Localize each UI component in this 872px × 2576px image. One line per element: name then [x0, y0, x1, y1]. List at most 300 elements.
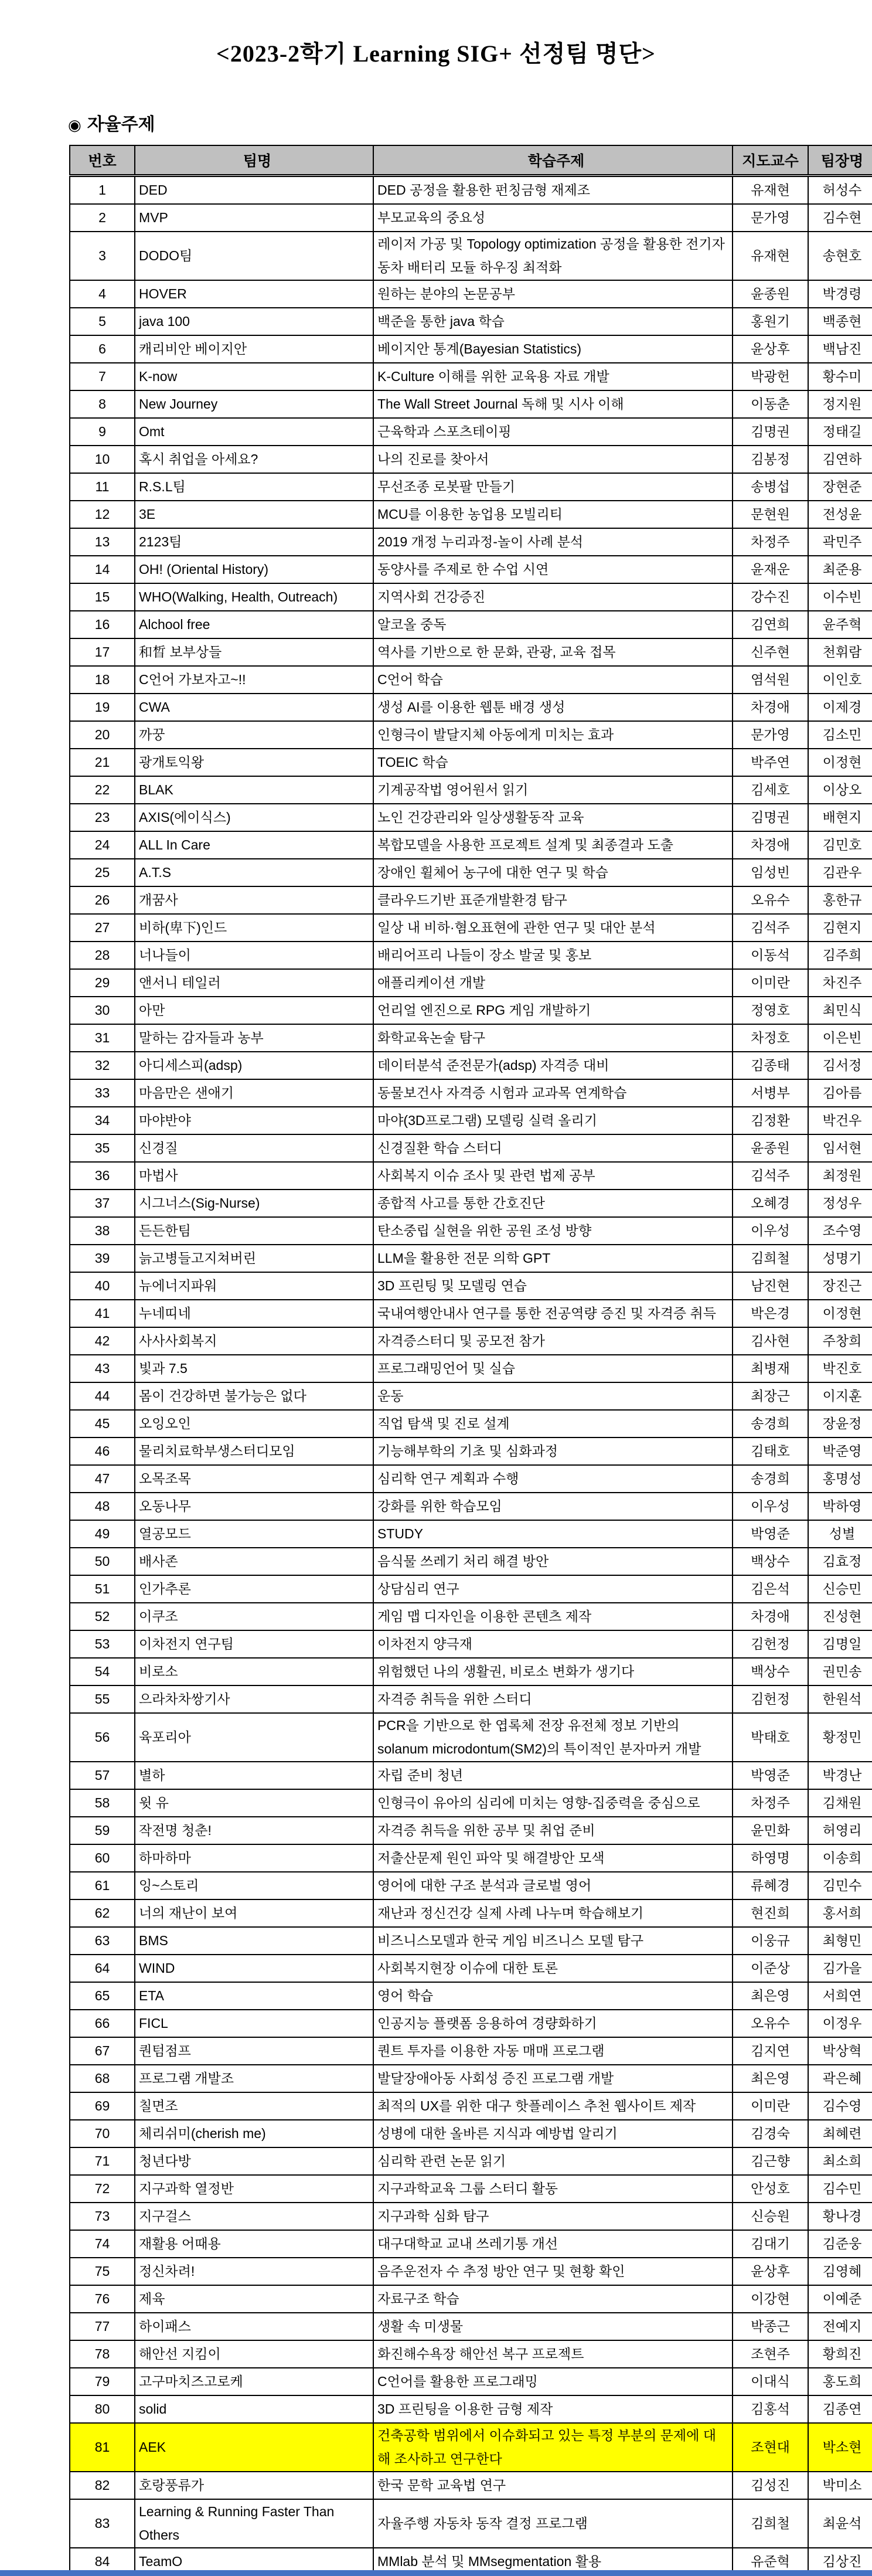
cell-team: 너의 재난이 보여	[135, 1899, 373, 1927]
cell-advisor: 김명권	[733, 804, 808, 831]
table-row	[70, 2313, 872, 2340]
cell-topic: 2019 개정 누리과정-놀이 사례 분석	[373, 528, 733, 556]
cell-team: OH! (Oriental History)	[135, 556, 373, 583]
cell-team: 육포리아	[135, 1713, 373, 1762]
cell-advisor: 박광헌	[733, 363, 808, 390]
cell-team: 너나들이	[135, 942, 373, 969]
cell-team: 든든한팀	[135, 1217, 373, 1245]
cell-no: 51	[70, 1575, 135, 1603]
table-row	[70, 2120, 872, 2147]
cell-team: 별하	[135, 1762, 373, 1789]
cell-no: 2	[70, 204, 135, 232]
cell-no: 16	[70, 611, 135, 638]
cell-advisor: 윤종원	[733, 280, 808, 308]
cell-no: 19	[70, 694, 135, 721]
cell-advisor: 김은석	[733, 1575, 808, 1603]
cell-topic: 재난과 정신건강 실제 사례 나누며 학습해보기	[373, 1899, 733, 1927]
cell-no: 64	[70, 1955, 135, 1982]
cell-advisor: 문가영	[733, 204, 808, 232]
cell-leader: 이지훈	[808, 1382, 872, 1410]
cell-team: 누네띠네	[135, 1300, 373, 1327]
table-row	[70, 176, 872, 205]
table-row	[70, 859, 872, 886]
cell-team: BLAK	[135, 776, 373, 804]
cell-team: New Journey	[135, 390, 373, 418]
table-row	[70, 666, 872, 694]
cell-no: 39	[70, 1245, 135, 1272]
cell-topic: 대구대학교 교내 쓰레기통 개선	[373, 2230, 733, 2258]
cell-topic: 인공지능 플랫폼 응용하여 경량화하기	[373, 2010, 733, 2037]
table-row	[70, 1685, 872, 1713]
cell-topic: C언어 학습	[373, 666, 733, 694]
cell-no: 30	[70, 997, 135, 1024]
cell-topic: 근육학과 스포츠테이핑	[373, 418, 733, 446]
cell-topic: 이차전지 양극재	[373, 1630, 733, 1658]
table-row	[70, 1410, 872, 1437]
table-row	[70, 1493, 872, 1520]
cell-team: 혹시 취업을 아세요?	[135, 446, 373, 473]
cell-team: 비하(卑下)인드	[135, 914, 373, 942]
cell-leader: 성명기	[808, 1245, 872, 1272]
table-row	[70, 1762, 872, 1789]
cell-advisor: 김명권	[733, 418, 808, 446]
cell-no: 82	[70, 2472, 135, 2499]
cell-advisor: 윤상후	[733, 2258, 808, 2285]
table-row	[70, 2230, 872, 2258]
cell-no: 71	[70, 2147, 135, 2175]
cell-leader: 김효정	[808, 1548, 872, 1575]
cell-team: 캐리비안 베이지안	[135, 335, 373, 363]
cell-team: 和晳 보부상들	[135, 638, 373, 666]
cell-topic: TOEIC 학습	[373, 749, 733, 776]
table-row	[70, 2258, 872, 2285]
cell-no: 52	[70, 1603, 135, 1630]
cell-team: HOVER	[135, 280, 373, 308]
table-row	[70, 1548, 872, 1575]
cell-team: 3E	[135, 501, 373, 528]
cell-topic: 노인 건강관리와 일상생활동작 교육	[373, 804, 733, 831]
table-row	[70, 611, 872, 638]
cell-advisor: 김정환	[733, 1107, 808, 1134]
cell-team: 배사존	[135, 1548, 373, 1575]
cell-advisor: 송경희	[733, 1465, 808, 1493]
table-row	[70, 1789, 872, 1817]
cell-advisor: 이미란	[733, 969, 808, 997]
cell-leader: 박건우	[808, 1107, 872, 1134]
cell-topic: 언리얼 엔진으로 RPG 게임 개발하기	[373, 997, 733, 1024]
cell-team: 고구마치즈고로케	[135, 2368, 373, 2395]
cell-topic: 동양사를 주제로 한 수업 시연	[373, 556, 733, 583]
cell-advisor: 김근향	[733, 2147, 808, 2175]
cell-topic: 3D 프린팅을 이용한 금형 제작	[373, 2395, 733, 2423]
cell-leader: 이예준	[808, 2285, 872, 2313]
table-row	[70, 1162, 872, 1190]
cell-leader: 신승민	[808, 1575, 872, 1603]
table-row	[70, 528, 872, 556]
cell-leader: 박미소	[808, 2472, 872, 2499]
table-row	[70, 363, 872, 390]
table-row	[70, 1844, 872, 1872]
cell-no: 14	[70, 556, 135, 583]
cell-team: Learning & Running Faster Than Others	[135, 2499, 373, 2548]
header-topic: 학습주제	[373, 145, 733, 176]
cell-team: 마음만은 샌애기	[135, 1079, 373, 1107]
cell-leader: 장진근	[808, 1272, 872, 1300]
cell-team: 작전명 청춘!	[135, 1817, 373, 1844]
cell-leader: 황나경	[808, 2203, 872, 2230]
cell-topic: 퀀트 투자를 이용한 자동 매매 프로그램	[373, 2037, 733, 2065]
cell-topic: 3D 프린팅 및 모델링 연습	[373, 1272, 733, 1300]
cell-leader: 이제경	[808, 694, 872, 721]
cell-topic: 지구과학 심화 탐구	[373, 2203, 733, 2230]
cell-team: 체리쉬미(cherish me)	[135, 2120, 373, 2147]
cell-team: 이차전지 연구팀	[135, 1630, 373, 1658]
teams-table-head	[70, 145, 872, 176]
cell-team: 퀀텀점프	[135, 2037, 373, 2065]
table-row	[70, 969, 872, 997]
cell-no: 13	[70, 528, 135, 556]
cell-leader: 최민식	[808, 997, 872, 1024]
cell-advisor: 이동춘	[733, 390, 808, 418]
table-row	[70, 1465, 872, 1493]
cell-leader: 백남진	[808, 335, 872, 363]
table-row	[70, 418, 872, 446]
cell-no: 46	[70, 1437, 135, 1465]
cell-advisor: 차정주	[733, 1789, 808, 1817]
cell-topic: 역사를 기반으로 한 문화, 관광, 교육 접목	[373, 638, 733, 666]
table-row	[70, 914, 872, 942]
cell-leader: 박준영	[808, 1437, 872, 1465]
table-row	[70, 749, 872, 776]
cell-leader: 최혜련	[808, 2120, 872, 2147]
cell-team: 해안선 지킴이	[135, 2340, 373, 2368]
table-row	[70, 1079, 872, 1107]
cell-topic: 비즈니스모델과 한국 게임 비즈니스 모델 탐구	[373, 1927, 733, 1955]
cell-team: 으라차차쌍기사	[135, 1685, 373, 1713]
cell-no: 8	[70, 390, 135, 418]
table-row	[70, 638, 872, 666]
table-row	[70, 2340, 872, 2368]
header-advisor: 지도교수	[733, 145, 808, 176]
cell-no: 38	[70, 1217, 135, 1245]
cell-no: 83	[70, 2499, 135, 2548]
cell-no: 78	[70, 2340, 135, 2368]
cell-advisor: 김희철	[733, 1245, 808, 1272]
cell-advisor: 박태호	[733, 1713, 808, 1762]
cell-no: 79	[70, 2368, 135, 2395]
cell-leader: 권민송	[808, 1658, 872, 1685]
cell-leader: 윤주혁	[808, 611, 872, 638]
cell-team: 오잉오인	[135, 1410, 373, 1437]
cell-topic: 게임 맵 디자인을 이용한 콘텐츠 제작	[373, 1603, 733, 1630]
cell-advisor: 최은영	[733, 2065, 808, 2092]
cell-no: 72	[70, 2175, 135, 2203]
table-row	[70, 1927, 872, 1955]
cell-advisor: 김세호	[733, 776, 808, 804]
cell-topic: 발달장애아동 사회성 증진 프로그램 개발	[373, 2065, 733, 2092]
cell-advisor: 최장근	[733, 1382, 808, 1410]
cell-topic: 음식물 쓰레기 처리 해결 방안	[373, 1548, 733, 1575]
cell-topic: 사회복지 이슈 조사 및 관련 법제 공부	[373, 1162, 733, 1190]
cell-topic: 직업 탐색 및 진로 설계	[373, 1410, 733, 1437]
cell-no: 12	[70, 501, 135, 528]
cell-no: 45	[70, 1410, 135, 1437]
cell-leader: 홍한규	[808, 886, 872, 914]
cell-leader: 홍도희	[808, 2368, 872, 2395]
table-row	[70, 1107, 872, 1134]
cell-advisor: 이우성	[733, 1493, 808, 1520]
cell-team: WHO(Walking, Health, Outreach)	[135, 583, 373, 611]
cell-no: 27	[70, 914, 135, 942]
table-row	[70, 2472, 872, 2499]
cell-leader: 임서현	[808, 1134, 872, 1162]
cell-leader: 이수빈	[808, 583, 872, 611]
cell-advisor: 윤상후	[733, 335, 808, 363]
cell-leader: 성별	[808, 1520, 872, 1548]
cell-advisor: 조현대	[733, 2423, 808, 2472]
cell-topic: 사회복지현장 이슈에 대한 토론	[373, 1955, 733, 1982]
cell-advisor: 안성호	[733, 2175, 808, 2203]
cell-no: 44	[70, 1382, 135, 1410]
cell-leader: 주창희	[808, 1327, 872, 1355]
cell-advisor: 임성빈	[733, 859, 808, 886]
cell-no: 34	[70, 1107, 135, 1134]
cell-leader: 박경령	[808, 280, 872, 308]
table-row	[70, 2010, 872, 2037]
cell-topic: 자격증스터디 및 공모전 참가	[373, 1327, 733, 1355]
cell-no: 56	[70, 1713, 135, 1762]
cell-topic: 운동	[373, 1382, 733, 1410]
cell-no: 42	[70, 1327, 135, 1355]
cell-advisor: 문가영	[733, 721, 808, 749]
cell-topic: 원하는 분야의 논문공부	[373, 280, 733, 308]
cell-no: 50	[70, 1548, 135, 1575]
section-bullet-icon: ◉	[68, 117, 81, 134]
cell-leader: 허성수	[808, 176, 872, 205]
cell-advisor: 이웅규	[733, 1927, 808, 1955]
table-row	[70, 390, 872, 418]
cell-advisor: 김석주	[733, 914, 808, 942]
cell-team: 늙고병들고지쳐버린	[135, 1245, 373, 1272]
cell-leader: 김주희	[808, 942, 872, 969]
table-row	[70, 1713, 872, 1762]
cell-no: 53	[70, 1630, 135, 1658]
table-row	[70, 2037, 872, 2065]
cell-topic: 위험했던 나의 생활권, 비로소 변화가 생기다	[373, 1658, 733, 1685]
cell-topic: 자료구조 학습	[373, 2285, 733, 2313]
cell-advisor: 오유수	[733, 886, 808, 914]
cell-leader: 김민호	[808, 831, 872, 859]
cell-leader: 전성윤	[808, 501, 872, 528]
table-row	[70, 1382, 872, 1410]
cell-no: 40	[70, 1272, 135, 1300]
cell-team: A.T.S	[135, 859, 373, 886]
cell-team: 앤서니 테일러	[135, 969, 373, 997]
cell-leader: 박진호	[808, 1355, 872, 1382]
table-row	[70, 335, 872, 363]
cell-team: 빛과 7.5	[135, 1355, 373, 1382]
cell-leader: 최형민	[808, 1927, 872, 1955]
table-row	[70, 1300, 872, 1327]
table-row	[70, 1134, 872, 1162]
table-row	[70, 583, 872, 611]
cell-team: 윗 유	[135, 1789, 373, 1817]
cell-leader: 이인호	[808, 666, 872, 694]
cell-leader: 김명일	[808, 1630, 872, 1658]
cell-leader: 정성우	[808, 1190, 872, 1217]
cell-team: 오동나무	[135, 1493, 373, 1520]
cell-topic: 자율주행 자동차 동작 결정 프로그램	[373, 2499, 733, 2548]
cell-topic: 건축공학 범위에서 이슈화되고 있는 특정 부분의 문제에 대해 조사하고 연구한다	[373, 2423, 733, 2472]
table-row	[70, 1355, 872, 1382]
cell-advisor: 강수진	[733, 583, 808, 611]
cell-advisor: 남진현	[733, 1272, 808, 1300]
cell-no: 15	[70, 583, 135, 611]
cell-no: 58	[70, 1789, 135, 1817]
cell-no: 1	[70, 176, 135, 205]
table-row	[70, 886, 872, 914]
table-row	[70, 446, 872, 473]
cell-leader: 천휘람	[808, 638, 872, 666]
cell-leader: 김서정	[808, 1052, 872, 1079]
cell-no: 32	[70, 1052, 135, 1079]
cell-advisor: 박영준	[733, 1520, 808, 1548]
cell-topic: 장애인 휠체어 농구에 대한 연구 및 학습	[373, 859, 733, 886]
cell-team: AEK	[135, 2423, 373, 2472]
cell-leader: 조수영	[808, 1217, 872, 1245]
cell-team: 이쿠조	[135, 1603, 373, 1630]
cell-topic: 지역사회 건강증진	[373, 583, 733, 611]
table-row	[70, 1272, 872, 1300]
cell-leader: 이상오	[808, 776, 872, 804]
cell-advisor: 김연희	[733, 611, 808, 638]
cell-leader: 차진주	[808, 969, 872, 997]
cell-topic: 프로그래밍언어 및 실습	[373, 1355, 733, 1382]
cell-no: 48	[70, 1493, 135, 1520]
cell-advisor: 김봉정	[733, 446, 808, 473]
cell-no: 36	[70, 1162, 135, 1190]
cell-leader: 전예지	[808, 2313, 872, 2340]
table-row	[70, 1658, 872, 1685]
cell-leader: 장윤정	[808, 1410, 872, 1437]
cell-leader: 황수미	[808, 363, 872, 390]
cell-no: 73	[70, 2203, 135, 2230]
document-page	[0, 35, 872, 2576]
cell-topic: 성병에 대한 올바른 지식과 예방법 알리기	[373, 2120, 733, 2147]
cell-topic: MMlab 분석 및 MMsegmentation 활용	[373, 2548, 733, 2575]
table-row	[70, 1817, 872, 1844]
cell-advisor: 김성진	[733, 2472, 808, 2499]
cell-leader: 박소현	[808, 2423, 872, 2472]
header-team: 팀명	[135, 145, 373, 176]
table-row	[70, 2147, 872, 2175]
cell-advisor: 현진희	[733, 1899, 808, 1927]
table-row	[70, 2395, 872, 2423]
cell-topic: 저출산문제 원인 파악 및 해결방안 모색	[373, 1844, 733, 1872]
cell-advisor: 유준혁	[733, 2548, 808, 2575]
cell-topic: 지구과학교육 그룹 스터디 활동	[373, 2175, 733, 2203]
cell-team: CWA	[135, 694, 373, 721]
cell-advisor: 이동석	[733, 942, 808, 969]
cell-team: ALL In Care	[135, 831, 373, 859]
cell-no: 70	[70, 2120, 135, 2147]
cell-no: 22	[70, 776, 135, 804]
cell-team: 하마하마	[135, 1844, 373, 1872]
cell-team: 칠면조	[135, 2092, 373, 2120]
cell-no: 17	[70, 638, 135, 666]
cell-no: 7	[70, 363, 135, 390]
cell-topic: 탄소중립 실현을 위한 공원 조성 방향	[373, 1217, 733, 1245]
cell-team: 뉴에너지파워	[135, 1272, 373, 1300]
cell-topic: 국내여행안내사 연구를 통한 전공역량 증진 및 자격증 취득	[373, 1300, 733, 1327]
cell-leader: 배현지	[808, 804, 872, 831]
cell-topic: 화학교육논술 탐구	[373, 1024, 733, 1052]
cell-team: BMS	[135, 1927, 373, 1955]
cell-advisor: 이준상	[733, 1955, 808, 1982]
cell-leader: 이은빈	[808, 1024, 872, 1052]
cell-no: 20	[70, 721, 135, 749]
cell-team: 시그너스(Sig-Nurse)	[135, 1190, 373, 1217]
cell-advisor: 박종근	[733, 2313, 808, 2340]
cell-team: 호랑풍류가	[135, 2472, 373, 2499]
cell-leader: 김연하	[808, 446, 872, 473]
cell-topic: 음주운전자 수 추정 방안 연구 및 현황 확인	[373, 2258, 733, 2285]
cell-no: 55	[70, 1685, 135, 1713]
cell-no: 69	[70, 2092, 135, 2120]
cell-advisor: 최은영	[733, 1982, 808, 2010]
cell-leader: 박경난	[808, 1762, 872, 1789]
cell-no: 25	[70, 859, 135, 886]
cell-leader: 김현지	[808, 914, 872, 942]
section-heading	[68, 110, 872, 135]
cell-topic: 생성 AI를 이용한 웹툰 배경 생성	[373, 694, 733, 721]
cell-no: 11	[70, 473, 135, 501]
cell-team: 제육	[135, 2285, 373, 2313]
cell-advisor: 김헌정	[733, 1685, 808, 1713]
cell-team: Omt	[135, 418, 373, 446]
cell-leader: 최정원	[808, 1162, 872, 1190]
cell-team: java 100	[135, 308, 373, 335]
cell-team: 열공모드	[135, 1520, 373, 1548]
cell-topic: LLM을 활용한 전문 의학 GPT	[373, 1245, 733, 1272]
cell-advisor: 조현주	[733, 2340, 808, 2368]
cell-topic: 복합모델을 사용한 프로젝트 설계 및 최종결과 도출	[373, 831, 733, 859]
cell-team: 마법사	[135, 1162, 373, 1190]
cell-advisor: 오유수	[733, 2010, 808, 2037]
cell-leader: 서희연	[808, 1982, 872, 2010]
table-row	[70, 694, 872, 721]
cell-topic: DED 공정을 활용한 펀칭금형 재제조	[373, 176, 733, 205]
table-row	[70, 1982, 872, 2010]
table-row	[70, 1190, 872, 1217]
cell-leader: 김관우	[808, 859, 872, 886]
cell-advisor: 김대기	[733, 2230, 808, 2258]
cell-advisor: 윤종원	[733, 1134, 808, 1162]
cell-leader: 김종연	[808, 2395, 872, 2423]
cell-advisor: 하영명	[733, 1844, 808, 1872]
cell-advisor: 정영호	[733, 997, 808, 1024]
cell-team: K-now	[135, 363, 373, 390]
cell-leader: 이정현	[808, 749, 872, 776]
cell-leader: 김수민	[808, 2175, 872, 2203]
cell-team: TeamO	[135, 2548, 373, 2575]
table-row	[70, 308, 872, 335]
cell-team: 인가추론	[135, 1575, 373, 1603]
cell-team: DED	[135, 176, 373, 205]
cell-advisor: 차정호	[733, 1024, 808, 1052]
cell-advisor: 유재현	[733, 232, 808, 280]
cell-team: 광개토익왕	[135, 749, 373, 776]
